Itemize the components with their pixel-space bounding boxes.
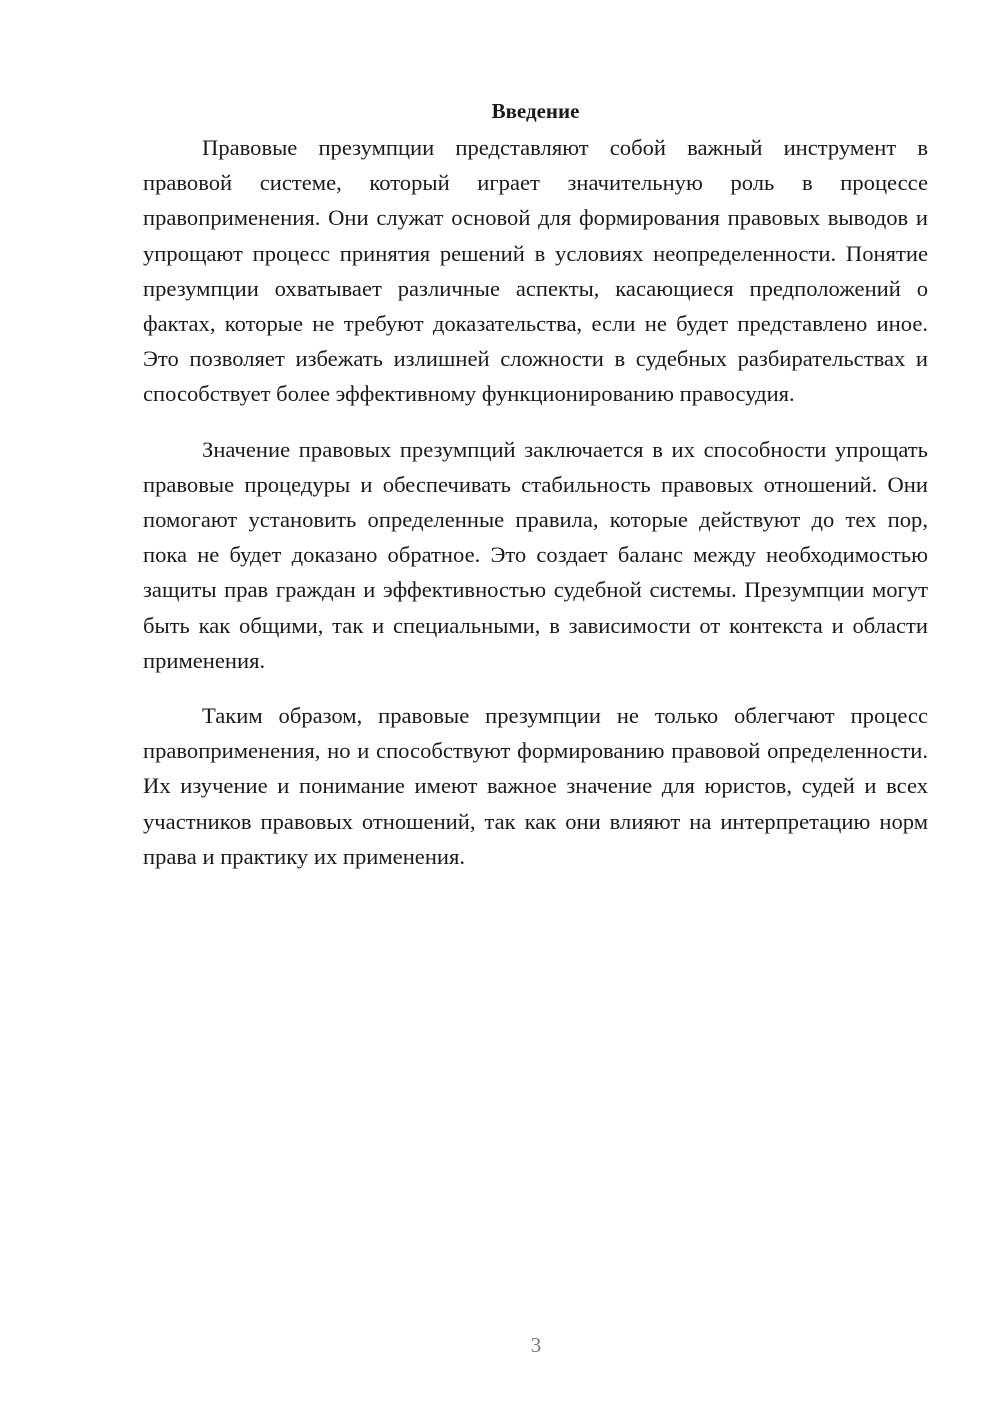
page-title: Введение	[491, 99, 580, 123]
paragraph-intro: Правовые презумпции представляют собой важный инструмент в правовой системе, который играет значительную роль в процессе правоприменения. Они служат основой для формирования правовых выводов и упрощают процесс принятия решений в условиях неопределенности. Понятие презумпции охватывает различные аспекты, касающиеся предположений о фактах, которые не требуют доказательства, если не будет представлено иное. Это позволяет избежать излишней сложности в судебных разбирательствах и способствует более эффективному функционированию правосудия.	[143, 135, 928, 407]
paragraph-conclusion: Таким образом, правовые презумпции не только облегчают процесс правоприменения, но и способствуют формированию правовой определенности. Их изучение и понимание имеют важное значение для юристов, судей и всех участников правовых отношений, так как они влияют на интерпретацию норм права и практику их применения.	[143, 703, 928, 869]
paragraph-significance: Значение правовых презумпций заключается в их способности упрощать правовые процедуры и обеспечивать стабильность правовых отношений. Они помогают установить определенные правила, которые действуют до тех пор, пока не будет доказано обратное. Это создает баланс между необходимостью защиты прав граждан и эффективностью судебной системы. Презумпции могут быть как общими, так и специальными, в зависимости от контекста и области применения.	[143, 436, 928, 673]
page-number: 3	[530, 1333, 542, 1357]
page-content	[143, 96, 928, 894]
